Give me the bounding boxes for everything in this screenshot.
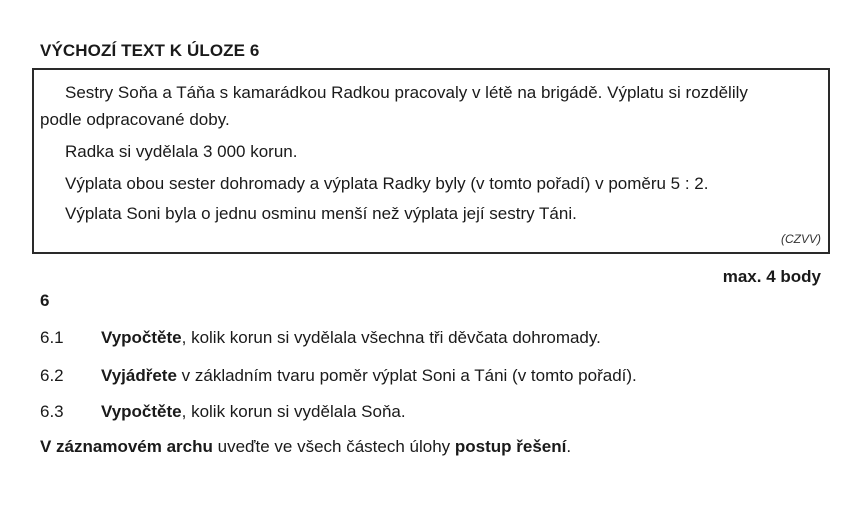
section-heading: VÝCHOZÍ TEXT K ÚLOZE 6: [40, 41, 260, 60]
instruction-line: [40, 437, 571, 457]
max-points: max. 4 body: [722, 267, 821, 286]
source-paragraph-1-line-1: Sestry Soňa a Táňa s kamarádkou Radkou pracovaly v létě na brigádě. Výplatu si rozdělily: [65, 83, 748, 102]
instruction-bold-1: V záznamovém archu: [40, 437, 213, 456]
source-paragraph-1-line-2: podle odpracované doby.: [40, 110, 230, 129]
source-paragraph-2: Radka si vydělala 3 000 korun.: [65, 142, 298, 161]
source-label: (CZVV): [781, 232, 821, 246]
subtask-text: , kolik korun si vydělala Soňa.: [181, 402, 406, 421]
subtask-text: v základním tvaru poměr výplat Soni a Táni (v tomto pořadí).: [176, 366, 637, 385]
subtask-text: , kolik korun si vydělala všechna tři děvčata dohromady.: [181, 328, 601, 347]
subtask-number: 6.2: [40, 366, 64, 385]
subtask-verb: Vypočtěte: [101, 328, 182, 347]
subtask-6-2: [40, 366, 637, 386]
instruction-text-1: uveďte ve všech částech úlohy: [212, 437, 455, 456]
subtask-verb: Vyjádřete: [101, 366, 177, 385]
subtask-6-3: [40, 402, 406, 422]
subtask-number: 6.3: [40, 402, 64, 421]
subtask-6-1: [40, 328, 601, 348]
subtask-verb: Vypočtěte: [101, 402, 182, 421]
subtask-number: 6.1: [40, 328, 64, 347]
instruction-bold-2: postup řešení: [454, 437, 567, 456]
source-paragraph-3: Výplata obou sester dohromady a výplata Radky byly (v tomto pořadí) v poměru 5 : 2.: [65, 174, 709, 193]
task-number: 6: [40, 291, 50, 310]
instruction-text-2: .: [566, 437, 572, 456]
source-paragraph-4: Výplata Soni byla o jednu osminu menší než výplata její sestry Táni.: [65, 204, 577, 223]
